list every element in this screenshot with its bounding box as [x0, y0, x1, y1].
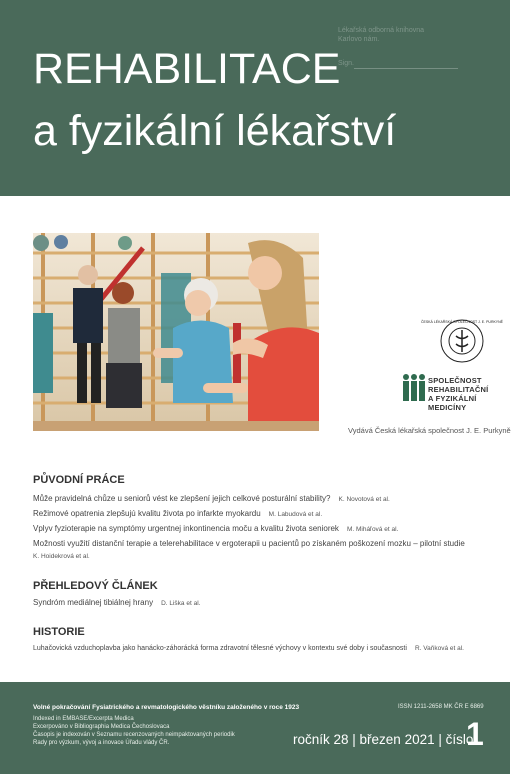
society-name-line: REHABILITAČNÍ [428, 385, 489, 394]
continuation-note: Volné pokračování Fysiatrického a revmatologického věstníku založeného v roce 1923 [33, 704, 300, 711]
article-title: Může pravidelná chůze u seniorů vést ke zlepšení jejich celkové posturální stability? [33, 494, 331, 503]
issue-info: ročník 28 | březen 2021 | číslo [293, 732, 474, 747]
publisher-line: Vydává Česká lékařská společnost J. E. Purkyně [348, 426, 511, 435]
stamp-line: Karlovo nám. [338, 36, 380, 43]
society-name [428, 376, 488, 412]
article-authors: K. Novotová et al. [338, 496, 390, 503]
indexing-line: Časopis je indexován v Seznamu recenzovaných neimpaktovaných periodik [33, 732, 235, 738]
society-name-line: MEDICÍNY [428, 403, 467, 412]
article-title: Režimové opatrenia zlepšujú kvalitu života po infarkte myokardu [33, 509, 261, 518]
rehab-scene-illustration [33, 233, 319, 431]
article-entry[interactable] [33, 509, 322, 518]
issn-info: ISSN 1211-2658 MK ČR E 6869 [398, 704, 484, 710]
cover-photo [33, 233, 319, 431]
library-stamp [338, 26, 468, 76]
indexing-line: Rady pro výzkum, vývoj a inovace Úřadu vlády ČR. [33, 740, 170, 746]
cls-ring-text: ČESKÁ LÉKAŘSKÁ SPOLEČNOST J. E. PURKYNĚ [420, 320, 504, 324]
section-heading-review: PŘEHLEDOVÝ ČLÁNEK [33, 580, 158, 592]
article-authors: D. Liška et al. [161, 600, 201, 607]
cls-jep-logo [420, 318, 504, 364]
article-title: Vplyv fyzioterapie na symptómy urgentnej inkontinencia moču a kvalitu života seniorek [33, 524, 339, 533]
article-entry[interactable] [33, 524, 398, 533]
article-authors: K. Hoidekrová et al. [33, 553, 90, 560]
article-title: Syndróm mediálnej tibiálnej hrany [33, 598, 154, 607]
article-authors: R. Vaňková et al. [414, 645, 464, 652]
journal-title-line2: a fyzikální lékařství [33, 107, 397, 155]
issue-number: 1 [466, 716, 484, 752]
indexing-line: Indexed in EMBASE/Excerpta Medica [33, 716, 134, 722]
article-entry[interactable] [33, 598, 200, 607]
article-entry[interactable] [33, 539, 465, 548]
article-entry[interactable] [33, 494, 390, 503]
cover-footer [0, 682, 510, 774]
cover-header [0, 0, 510, 196]
society-name-line: SPOLEČNOST [428, 376, 482, 385]
stamp-line: Lékařská odborná knihovna [338, 27, 425, 34]
article-authors: M. Miháľová et al. [346, 526, 399, 533]
society-figures-icon [402, 373, 426, 408]
article-title: Luhačovická vzduchoplavba jako hanácko-záhorácká forma zdravotní tělesné výchovy v kontextu své doby i současnosti [33, 645, 407, 652]
stamp-line: Sign. [338, 60, 354, 67]
indexing-line: Excerpováno v Bibliographia Medica Čechoslovaca [33, 724, 170, 730]
society-name-line: A FYZIKÁLNÍ [428, 394, 477, 403]
article-authors: M. Labudová et al. [268, 511, 323, 518]
section-heading-history: HISTORIE [33, 626, 85, 638]
article-title: Možnosti využití distanční terapie a telerehabilitace v ergoterapii u pacientů po získaném poškození mozku – pilotní studie [33, 539, 465, 548]
article-entry[interactable] [33, 645, 464, 652]
section-heading-original: PŮVODNÍ PRÁCE [33, 474, 125, 486]
journal-title-line1: REHABILITACE [33, 45, 341, 93]
